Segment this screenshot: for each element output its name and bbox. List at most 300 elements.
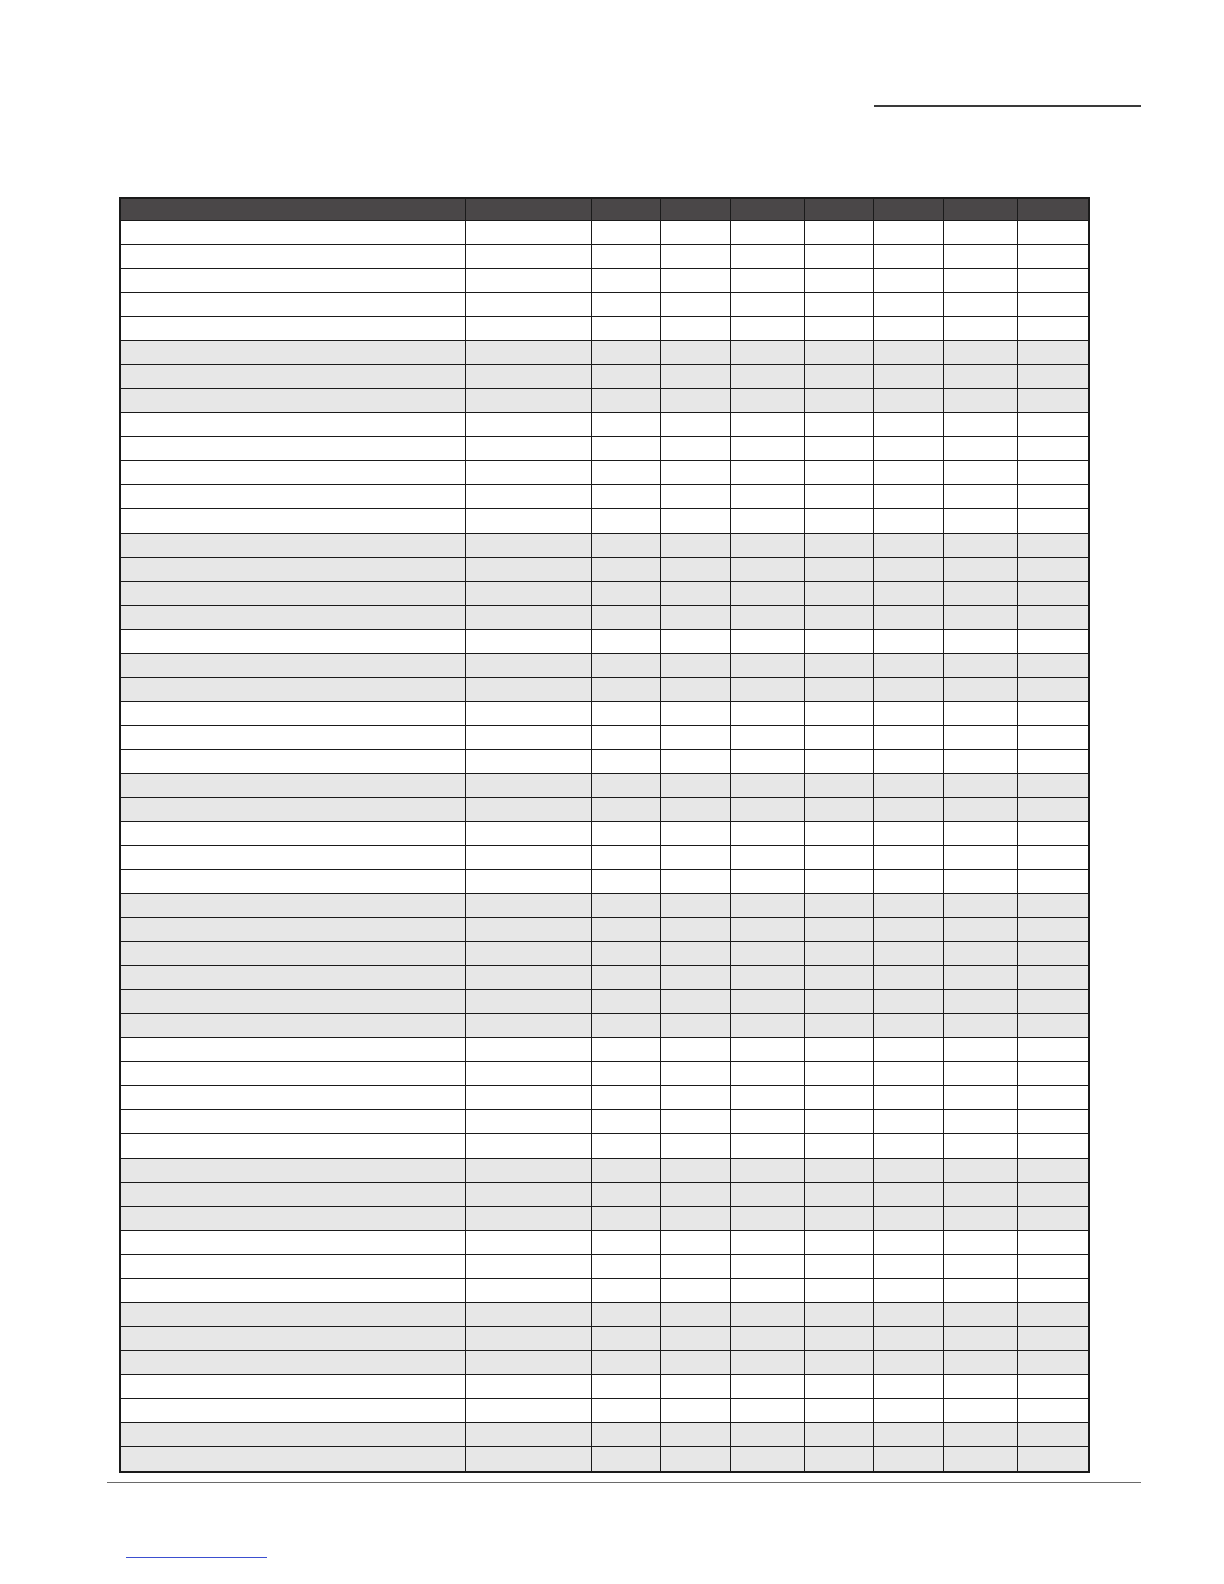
table-cell[interactable] [466, 678, 592, 702]
table-cell[interactable] [944, 966, 1018, 990]
table-cell[interactable] [874, 534, 944, 558]
table-cell[interactable] [121, 389, 466, 413]
table-cell[interactable] [731, 269, 805, 293]
table-cell[interactable] [121, 1110, 466, 1134]
table-cell[interactable] [592, 990, 661, 1014]
table-cell[interactable] [121, 1375, 466, 1399]
table-cell[interactable] [874, 1038, 944, 1062]
table-cell[interactable] [1018, 942, 1088, 966]
table-cell[interactable] [944, 413, 1018, 437]
table-cell[interactable] [805, 630, 874, 654]
table-cell[interactable] [592, 221, 661, 245]
table-cell[interactable] [592, 534, 661, 558]
table-cell[interactable] [466, 822, 592, 846]
table-cell[interactable] [944, 1231, 1018, 1255]
table-cell[interactable] [1018, 485, 1088, 509]
table-cell[interactable] [661, 1279, 731, 1303]
table-cell[interactable] [592, 509, 661, 533]
table-cell[interactable] [592, 654, 661, 678]
table-cell[interactable] [466, 990, 592, 1014]
table-cell[interactable] [466, 1375, 592, 1399]
table-cell[interactable] [661, 1110, 731, 1134]
table-cell[interactable] [592, 1351, 661, 1375]
table-cell[interactable] [944, 990, 1018, 1014]
table-cell[interactable] [121, 846, 466, 870]
table-cell[interactable] [121, 918, 466, 942]
table-cell[interactable] [731, 389, 805, 413]
table-cell[interactable] [661, 630, 731, 654]
table-cell[interactable] [121, 990, 466, 1014]
table-cell[interactable] [874, 1134, 944, 1158]
table-cell[interactable] [661, 1014, 731, 1038]
table-cell[interactable] [121, 894, 466, 918]
table-cell[interactable] [121, 942, 466, 966]
table-cell[interactable] [944, 1327, 1018, 1351]
table-cell[interactable] [731, 1303, 805, 1327]
table-cell[interactable] [1018, 1279, 1088, 1303]
table-cell[interactable] [1018, 1399, 1088, 1423]
table-cell[interactable] [661, 413, 731, 437]
table-cell[interactable] [466, 389, 592, 413]
table-cell[interactable] [1018, 750, 1088, 774]
table-cell[interactable] [874, 1447, 944, 1471]
table-cell[interactable] [661, 1134, 731, 1158]
table-cell[interactable] [731, 678, 805, 702]
table-cell[interactable] [592, 798, 661, 822]
table-cell[interactable] [466, 630, 592, 654]
table-cell[interactable] [731, 413, 805, 437]
table-cell[interactable] [874, 1207, 944, 1231]
table-cell[interactable] [466, 1399, 592, 1423]
table-cell[interactable] [944, 1134, 1018, 1158]
table-cell[interactable] [874, 870, 944, 894]
table-cell[interactable] [121, 1327, 466, 1351]
table-cell[interactable] [874, 774, 944, 798]
table-cell[interactable] [592, 1159, 661, 1183]
table-cell[interactable] [661, 654, 731, 678]
table-cell[interactable] [121, 678, 466, 702]
table-cell[interactable] [944, 293, 1018, 317]
table-cell[interactable] [121, 1183, 466, 1207]
table-cell[interactable] [466, 317, 592, 341]
table-cell[interactable] [121, 293, 466, 317]
table-cell[interactable] [944, 1014, 1018, 1038]
table-cell[interactable] [805, 1062, 874, 1086]
table-cell[interactable] [944, 870, 1018, 894]
table-cell[interactable] [874, 1014, 944, 1038]
table-cell[interactable] [731, 221, 805, 245]
table-cell[interactable] [661, 678, 731, 702]
table-cell[interactable] [944, 1038, 1018, 1062]
table-cell[interactable] [731, 437, 805, 461]
table-cell[interactable] [661, 437, 731, 461]
table-cell[interactable] [121, 1279, 466, 1303]
table-cell[interactable] [805, 1183, 874, 1207]
table-cell[interactable] [1018, 702, 1088, 726]
table-cell[interactable] [731, 1062, 805, 1086]
table-cell[interactable] [731, 966, 805, 990]
table-cell[interactable] [466, 558, 592, 582]
table-cell[interactable] [1018, 654, 1088, 678]
table-cell[interactable] [874, 509, 944, 533]
table-cell[interactable] [592, 1447, 661, 1471]
table-cell[interactable] [805, 774, 874, 798]
table-cell[interactable] [592, 389, 661, 413]
table-cell[interactable] [661, 365, 731, 389]
table-cell[interactable] [805, 461, 874, 485]
table-cell[interactable] [944, 269, 1018, 293]
table-cell[interactable] [1018, 726, 1088, 750]
table-cell[interactable] [592, 437, 661, 461]
table-cell[interactable] [592, 1110, 661, 1134]
table-cell[interactable] [944, 437, 1018, 461]
table-cell[interactable] [592, 1086, 661, 1110]
table-cell[interactable] [592, 341, 661, 365]
table-cell[interactable] [661, 942, 731, 966]
table-cell[interactable] [661, 1375, 731, 1399]
table-cell[interactable] [874, 245, 944, 269]
table-cell[interactable] [1018, 1327, 1088, 1351]
table-cell[interactable] [121, 582, 466, 606]
table-cell[interactable] [805, 1159, 874, 1183]
table-cell[interactable] [121, 1159, 466, 1183]
table-cell[interactable] [592, 678, 661, 702]
table-cell[interactable] [805, 582, 874, 606]
table-cell[interactable] [466, 509, 592, 533]
table-cell[interactable] [874, 221, 944, 245]
table-cell[interactable] [805, 317, 874, 341]
table-cell[interactable] [731, 1327, 805, 1351]
table-cell[interactable] [944, 1351, 1018, 1375]
table-cell[interactable] [874, 558, 944, 582]
table-cell[interactable] [944, 245, 1018, 269]
table-cell[interactable] [944, 1207, 1018, 1231]
table-cell[interactable] [466, 1086, 592, 1110]
table-cell[interactable] [121, 822, 466, 846]
table-cell[interactable] [661, 461, 731, 485]
table-cell[interactable] [805, 702, 874, 726]
table-cell[interactable] [592, 1423, 661, 1447]
table-cell[interactable] [874, 1279, 944, 1303]
table-cell[interactable] [1018, 1231, 1088, 1255]
table-cell[interactable] [661, 870, 731, 894]
table-cell[interactable] [874, 461, 944, 485]
table-cell[interactable] [944, 1086, 1018, 1110]
table-cell[interactable] [874, 1375, 944, 1399]
table-cell[interactable] [592, 1183, 661, 1207]
table-cell[interactable] [121, 1014, 466, 1038]
table-cell[interactable] [661, 1327, 731, 1351]
table-cell[interactable] [805, 726, 874, 750]
table-cell[interactable] [944, 1399, 1018, 1423]
table-cell[interactable] [592, 1014, 661, 1038]
table-cell[interactable] [1018, 1303, 1088, 1327]
table-cell[interactable] [1018, 870, 1088, 894]
table-cell[interactable] [121, 1134, 466, 1158]
table-cell[interactable] [121, 461, 466, 485]
table-cell[interactable] [874, 726, 944, 750]
table-cell[interactable] [731, 1207, 805, 1231]
table-cell[interactable] [592, 942, 661, 966]
table-cell[interactable] [805, 245, 874, 269]
table-cell[interactable] [1018, 1255, 1088, 1279]
table-cell[interactable] [805, 389, 874, 413]
table-cell[interactable] [805, 1351, 874, 1375]
table-cell[interactable] [592, 774, 661, 798]
table-cell[interactable] [944, 534, 1018, 558]
table-cell[interactable] [466, 750, 592, 774]
table-cell[interactable] [592, 1375, 661, 1399]
table-cell[interactable] [1018, 606, 1088, 630]
table-cell[interactable] [731, 918, 805, 942]
table-cell[interactable] [661, 485, 731, 509]
table-cell[interactable] [874, 1399, 944, 1423]
table-cell[interactable] [661, 1255, 731, 1279]
table-cell[interactable] [874, 630, 944, 654]
table-cell[interactable] [661, 1159, 731, 1183]
table-cell[interactable] [944, 485, 1018, 509]
table-cell[interactable] [1018, 558, 1088, 582]
table-cell[interactable] [1018, 245, 1088, 269]
table-cell[interactable] [466, 461, 592, 485]
table-cell[interactable] [874, 1110, 944, 1134]
table-cell[interactable] [1018, 822, 1088, 846]
table-cell[interactable] [805, 750, 874, 774]
table-cell[interactable] [466, 726, 592, 750]
table-cell[interactable] [661, 966, 731, 990]
table-cell[interactable] [944, 774, 1018, 798]
table-cell[interactable] [874, 1062, 944, 1086]
table-cell[interactable] [661, 317, 731, 341]
table-cell[interactable] [874, 1086, 944, 1110]
table-cell[interactable] [1018, 341, 1088, 365]
table-cell[interactable] [874, 1351, 944, 1375]
table-cell[interactable] [466, 485, 592, 509]
table-cell[interactable] [805, 1375, 874, 1399]
table-cell[interactable] [731, 245, 805, 269]
table-cell[interactable] [874, 341, 944, 365]
table-cell[interactable] [466, 1303, 592, 1327]
table-cell[interactable] [944, 606, 1018, 630]
table-cell[interactable] [944, 461, 1018, 485]
table-cell[interactable] [944, 846, 1018, 870]
table-cell[interactable] [592, 630, 661, 654]
table-cell[interactable] [874, 918, 944, 942]
table-cell[interactable] [874, 846, 944, 870]
table-cell[interactable] [466, 1327, 592, 1351]
table-cell[interactable] [805, 1255, 874, 1279]
table-cell[interactable] [121, 1255, 466, 1279]
table-cell[interactable] [805, 1231, 874, 1255]
table-cell[interactable] [731, 1447, 805, 1471]
table-cell[interactable] [805, 846, 874, 870]
table-cell[interactable] [661, 1303, 731, 1327]
table-cell[interactable] [121, 317, 466, 341]
table-cell[interactable] [466, 582, 592, 606]
table-cell[interactable] [592, 870, 661, 894]
table-cell[interactable] [121, 1038, 466, 1062]
table-cell[interactable] [661, 1447, 731, 1471]
table-cell[interactable] [466, 870, 592, 894]
table-cell[interactable] [661, 702, 731, 726]
table-cell[interactable] [874, 966, 944, 990]
table-cell[interactable] [731, 1279, 805, 1303]
table-cell[interactable] [661, 1062, 731, 1086]
table-cell[interactable] [874, 485, 944, 509]
table-cell[interactable] [1018, 1183, 1088, 1207]
table-cell[interactable] [466, 1062, 592, 1086]
table-cell[interactable] [121, 534, 466, 558]
table-cell[interactable] [731, 798, 805, 822]
table-cell[interactable] [121, 702, 466, 726]
table-cell[interactable] [1018, 1351, 1088, 1375]
table-cell[interactable] [592, 846, 661, 870]
table-cell[interactable] [874, 822, 944, 846]
table-cell[interactable] [874, 678, 944, 702]
table-cell[interactable] [466, 702, 592, 726]
table-cell[interactable] [121, 1351, 466, 1375]
table-cell[interactable] [592, 461, 661, 485]
table-cell[interactable] [805, 341, 874, 365]
table-cell[interactable] [1018, 774, 1088, 798]
table-cell[interactable] [592, 1134, 661, 1158]
table-cell[interactable] [466, 1447, 592, 1471]
table-cell[interactable] [805, 990, 874, 1014]
table-cell[interactable] [805, 1207, 874, 1231]
table-cell[interactable] [805, 606, 874, 630]
table-cell[interactable] [944, 726, 1018, 750]
table-cell[interactable] [466, 894, 592, 918]
table-cell[interactable] [731, 534, 805, 558]
table-cell[interactable] [731, 606, 805, 630]
table-cell[interactable] [466, 245, 592, 269]
table-cell[interactable] [731, 1231, 805, 1255]
table-cell[interactable] [592, 245, 661, 269]
table-cell[interactable] [121, 509, 466, 533]
table-cell[interactable] [661, 606, 731, 630]
table-cell[interactable] [874, 654, 944, 678]
table-cell[interactable] [466, 365, 592, 389]
table-cell[interactable] [874, 269, 944, 293]
table-cell[interactable] [1018, 1207, 1088, 1231]
table-cell[interactable] [466, 341, 592, 365]
table-cell[interactable] [731, 1351, 805, 1375]
table-cell[interactable] [121, 654, 466, 678]
table-cell[interactable] [661, 1038, 731, 1062]
table-cell[interactable] [121, 1231, 466, 1255]
table-cell[interactable] [944, 678, 1018, 702]
table-cell[interactable] [121, 870, 466, 894]
table-cell[interactable] [874, 750, 944, 774]
table-cell[interactable] [1018, 534, 1088, 558]
table-cell[interactable] [874, 1231, 944, 1255]
table-cell[interactable] [874, 1159, 944, 1183]
table-cell[interactable] [592, 1255, 661, 1279]
table-cell[interactable] [1018, 678, 1088, 702]
table-cell[interactable] [874, 437, 944, 461]
table-cell[interactable] [944, 221, 1018, 245]
table-cell[interactable] [466, 966, 592, 990]
table-cell[interactable] [874, 293, 944, 317]
table-cell[interactable] [661, 534, 731, 558]
table-cell[interactable] [805, 1110, 874, 1134]
table-cell[interactable] [1018, 1159, 1088, 1183]
table-cell[interactable] [1018, 966, 1088, 990]
table-cell[interactable] [874, 1423, 944, 1447]
table-cell[interactable] [731, 630, 805, 654]
table-cell[interactable] [121, 1207, 466, 1231]
table-cell[interactable] [592, 894, 661, 918]
table-cell[interactable] [731, 1399, 805, 1423]
table-cell[interactable] [874, 1255, 944, 1279]
table-cell[interactable] [1018, 1086, 1088, 1110]
table-cell[interactable] [731, 822, 805, 846]
table-cell[interactable] [592, 269, 661, 293]
table-cell[interactable] [1018, 1038, 1088, 1062]
table-cell[interactable] [874, 942, 944, 966]
table-cell[interactable] [466, 1159, 592, 1183]
table-cell[interactable] [121, 630, 466, 654]
table-cell[interactable] [592, 1279, 661, 1303]
table-cell[interactable] [731, 846, 805, 870]
table-cell[interactable] [592, 750, 661, 774]
table-cell[interactable] [805, 654, 874, 678]
table-cell[interactable] [121, 966, 466, 990]
table-cell[interactable] [121, 413, 466, 437]
table-cell[interactable] [1018, 894, 1088, 918]
table-cell[interactable] [592, 365, 661, 389]
table-cell[interactable] [731, 509, 805, 533]
table-cell[interactable] [661, 798, 731, 822]
table-cell[interactable] [731, 894, 805, 918]
table-cell[interactable] [466, 1038, 592, 1062]
table-cell[interactable] [121, 437, 466, 461]
table-cell[interactable] [1018, 1014, 1088, 1038]
table-cell[interactable] [592, 918, 661, 942]
table-cell[interactable] [1018, 630, 1088, 654]
table-cell[interactable] [1018, 1375, 1088, 1399]
table-cell[interactable] [805, 365, 874, 389]
table-cell[interactable] [874, 606, 944, 630]
table-cell[interactable] [1018, 365, 1088, 389]
table-cell[interactable] [1018, 798, 1088, 822]
table-cell[interactable] [1018, 293, 1088, 317]
table-cell[interactable] [466, 918, 592, 942]
table-cell[interactable] [1018, 437, 1088, 461]
table-cell[interactable] [466, 1110, 592, 1134]
table-cell[interactable] [466, 1351, 592, 1375]
table-cell[interactable] [874, 894, 944, 918]
table-cell[interactable] [121, 726, 466, 750]
table-cell[interactable] [944, 630, 1018, 654]
table-cell[interactable] [121, 1399, 466, 1423]
table-cell[interactable] [466, 1423, 592, 1447]
table-cell[interactable] [592, 822, 661, 846]
table-cell[interactable] [121, 1303, 466, 1327]
table-cell[interactable] [661, 341, 731, 365]
table-cell[interactable] [661, 990, 731, 1014]
table-cell[interactable] [466, 942, 592, 966]
table-cell[interactable] [731, 365, 805, 389]
table-cell[interactable] [1018, 413, 1088, 437]
table-cell[interactable] [805, 1279, 874, 1303]
table-cell[interactable] [944, 750, 1018, 774]
table-cell[interactable] [592, 582, 661, 606]
table-cell[interactable] [1018, 509, 1088, 533]
table-cell[interactable] [805, 870, 874, 894]
table-cell[interactable] [121, 245, 466, 269]
table-cell[interactable] [731, 485, 805, 509]
